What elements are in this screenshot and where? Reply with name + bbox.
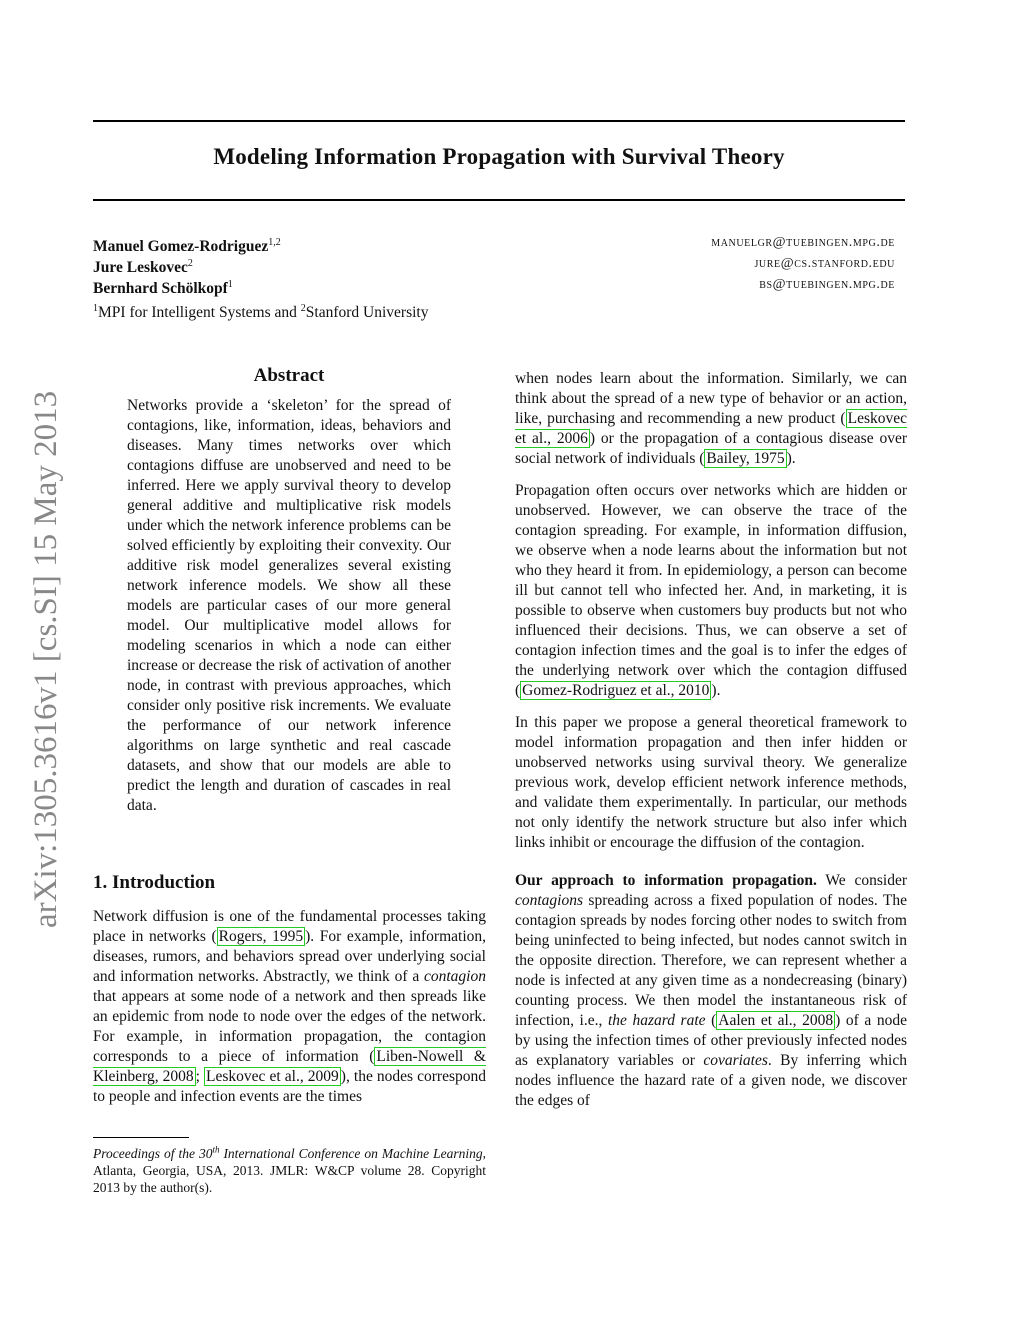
introduction-column — [93, 907, 486, 1119]
citation-link[interactable]: Bailey, 1975 — [706, 450, 785, 467]
author-email[interactable]: bs@tuebingen.mpg.de — [759, 277, 895, 292]
right-column — [515, 369, 907, 1123]
citation-link[interactable]: Aalen et al., 2008 — [718, 1012, 834, 1029]
body-paragraph: Propagation often occurs over networks which are hidden or unobserved. However, we can observe the trace of the contagion spreading. For example, in information diffusion, we observe when a node learns about the information but not who they heard it from. In epidemiology, a person can become ill but cannot tell who infected her. And, in marketing, it is possible to observe when customers buy products but not who influenced their decisions. Thus, we can observe a set of contagion infection times and the goal is to infer the edges of the underlying network over which the contagion diffused ( Gomez-Rodriguez et al., 2010 ). — [515, 482, 907, 699]
citation-link[interactable]: Leskovec et al., 2006 — [515, 410, 907, 447]
section-heading-introduction: 1. Introduction — [93, 872, 216, 893]
author-row — [93, 274, 905, 298]
affiliation: $^1$MPI for Intelligent Systems and $^2$Stanford University — [93, 303, 429, 322]
author-email[interactable]: jure@cs.stanford.edu — [754, 256, 895, 271]
author-email[interactable]: manuelgr@tuebingen.mpg.de — [711, 235, 895, 250]
author-name: Bernhard Schölkopf$^1$ — [93, 279, 233, 298]
top-rule — [93, 120, 905, 122]
body-paragraph: Our approach to information propagation. We consider contagions spreading across a fixed population of nodes. The contagion spreads by nodes forcing other nodes to switch from being uninfected to being infected, but nodes cannot switch in the opposite direction. Therefore, we can represent whether a node is infected at any given time as a nondecreasing (binary) counting process. We then model the instantaneous risk of infection, i.e., the hazard rate ( Aalen et al., 2008 ) of a node by using the infection times of other previously infected nodes as explanatory variables or covariates. By inferring which nodes influence the hazard rate of a given node, we discover the edges of — [515, 872, 907, 1109]
footnote-separator — [93, 1137, 189, 1138]
abstract-text: Networks provide a ‘skeleton’ for the spread of contagions, like, information, ideas, behaviors and diseases. Many times networks over which contagions diffuse are unobserved and need to be inferred. Here we apply survival theory to develop general additive and multiplicative risk models under which the network inference problems can be solved efficiently by exploiting their convexity. Our additive risk model generalizes several existing network inference models. We show all these models are particular cases of our more general model. Our multiplicative model allows for modeling scenarios in which a node can either increase or decrease the risk of activation of another node, in contrast with previous approaches, which consider only positive risk increments. We evaluate the performance of our network inference algorithms on large synthetic and real cascade datasets, and show that our models are able to predict the length and duration of cascades in real data. — [127, 397, 451, 814]
citation-link[interactable]: Leskovec et al., 2009 — [206, 1068, 339, 1085]
title-bottom-rule — [93, 199, 905, 201]
intro-paragraph: Network diffusion is one of the fundamental processes taking place in networks ( Rogers, 1995 ). For example, information, diseases, rumors, and behaviors spread over underlying social and information networks. Abstractly, we think of a contagion that appears at some node of a network and then spreads like an epidemic from node to node over the edges of the network. For example, in information propagation, the contagion corresponds to a piece of information ( Liben-Nowell & Kleinberg, 2008 ; Leskovec et al., 2009 ), the nodes correspond to people and infection events are the times — [93, 908, 487, 1105]
author-name: Jure Leskovec$^2$ — [93, 258, 193, 277]
abstract-heading: Abstract — [253, 365, 325, 386]
citation-link[interactable]: Liben-Nowell & Kleinberg, 2008 — [93, 1048, 486, 1085]
citation-link[interactable]: Gomez-Rodriguez et al., 2010 — [522, 682, 710, 699]
paragraph-runin-heading: Our approach to information propagation. — [515, 872, 817, 889]
author-name: Manuel Gomez-Rodriguez$^{1,2}$ — [93, 237, 281, 256]
arxiv-identifier: arXiv:1305.3616v1 [cs.SI] 15 May 2013 — [28, 390, 64, 928]
abstract-body — [127, 396, 451, 828]
author-row — [93, 253, 905, 277]
body-paragraph: when nodes learn about the information. Similarly, we can think about the spread of a new type of behavior or an action, like, purchasing and recommending a new product ( Leskovec et al., 2006 ) or the propagation of a contagious disease over social network of individuals ( Bailey, 1975 ). — [515, 370, 907, 467]
footnote: Proceedings of the 30th International Conference on Machine Learning, Atlanta, Georgia, USA, 2013. JMLR: W&CP volume 28. Copyright 2013 by the author(s). — [93, 1144, 486, 1195]
author-row — [93, 232, 905, 256]
author-block — [93, 232, 905, 322]
paper-title: Modeling Information Propagation with Survival Theory — [213, 144, 785, 169]
body-paragraph: In this paper we propose a general theoretical framework to model information propagation and then infer hidden or unobserved networks using survival theory. We generalize previous work, develop efficient network inference methods, and validate them experimentally. In particular, our methods not only identify the network structure but also infer which links inhibit or encourage the diffusion of the contagion. — [515, 714, 907, 851]
citation-link[interactable]: Rogers, 1995 — [218, 928, 304, 945]
